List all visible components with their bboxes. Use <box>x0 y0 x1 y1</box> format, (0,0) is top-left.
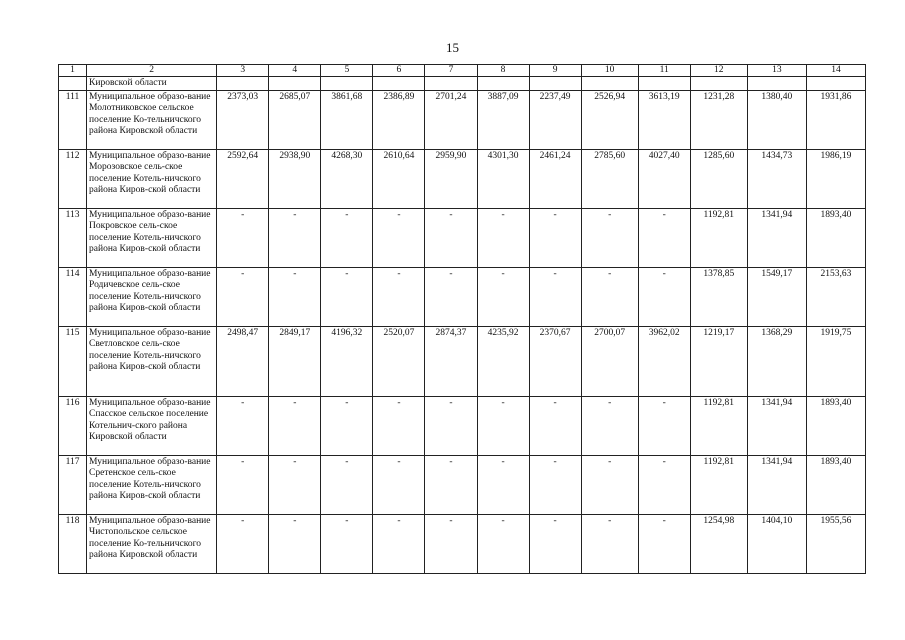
value-cell: - <box>529 456 581 515</box>
value-cell: 1192,81 <box>690 209 747 268</box>
value-cell: 2237,49 <box>529 91 581 150</box>
empty-cell <box>477 77 529 91</box>
value-cell: - <box>477 268 529 327</box>
empty-cell <box>269 77 321 91</box>
value-cell: 2849,17 <box>269 327 321 397</box>
value-cell: 1254,98 <box>690 515 747 574</box>
value-cell: 1986,19 <box>806 150 865 209</box>
value-cell: - <box>425 268 477 327</box>
municipality-name: Муниципальное образо-вание Молотниковское сельское поселение Ко-тельничского района Кировской области <box>87 91 217 150</box>
continuation-row <box>59 77 866 91</box>
municipality-name: Муниципальное образо-вание Морозовское сель-ское поселение Котель-ничского района Киров-ской области <box>87 150 217 209</box>
value-cell: 1231,28 <box>690 91 747 150</box>
value-cell: 2959,90 <box>425 150 477 209</box>
value-cell: - <box>321 397 373 456</box>
value-cell: 3962,02 <box>638 327 690 397</box>
value-cell: 2461,24 <box>529 150 581 209</box>
municipality-name: Муниципальное образо-вание Сретенское сель-ское поселение Котель-ничского района Киров-ской области <box>87 456 217 515</box>
value-cell: - <box>269 515 321 574</box>
empty-cell <box>581 77 638 91</box>
value-cell: 2498,47 <box>217 327 269 397</box>
value-cell: 3861,68 <box>321 91 373 150</box>
value-cell: 4301,30 <box>477 150 529 209</box>
value-cell: 1341,94 <box>747 397 806 456</box>
continuation-num-cell <box>59 77 87 91</box>
value-cell: - <box>269 456 321 515</box>
value-cell: - <box>638 515 690 574</box>
column-number-row <box>59 65 866 77</box>
value-cell: - <box>425 397 477 456</box>
value-cell: 2386,89 <box>373 91 425 150</box>
value-cell: 2938,90 <box>269 150 321 209</box>
value-cell: 2685,07 <box>269 91 321 150</box>
value-cell: - <box>581 268 638 327</box>
column-header: 6 <box>373 65 425 77</box>
row-number: 118 <box>59 515 87 574</box>
value-cell: 1549,17 <box>747 268 806 327</box>
value-cell: - <box>638 209 690 268</box>
empty-cell <box>373 77 425 91</box>
value-cell: 1192,81 <box>690 456 747 515</box>
column-header: 2 <box>87 65 217 77</box>
value-cell: 2785,60 <box>581 150 638 209</box>
value-cell: - <box>269 268 321 327</box>
value-cell: 1955,56 <box>806 515 865 574</box>
value-cell: 1341,94 <box>747 209 806 268</box>
value-cell: - <box>581 397 638 456</box>
value-cell: - <box>477 515 529 574</box>
value-cell: - <box>217 209 269 268</box>
value-cell: - <box>321 209 373 268</box>
value-cell: - <box>321 456 373 515</box>
table-row <box>59 268 866 327</box>
value-cell: - <box>529 268 581 327</box>
table-row <box>59 327 866 397</box>
value-cell: - <box>373 397 425 456</box>
column-header: 4 <box>269 65 321 77</box>
value-cell: - <box>638 397 690 456</box>
value-cell: - <box>477 397 529 456</box>
value-cell: 2526,94 <box>581 91 638 150</box>
column-header: 1 <box>59 65 87 77</box>
column-header: 8 <box>477 65 529 77</box>
value-cell: 1931,86 <box>806 91 865 150</box>
value-cell: - <box>373 209 425 268</box>
empty-cell <box>747 77 806 91</box>
municipality-name: Муниципальное образо-вание Родичевское сель-ское поселение Котель-ничского района Киров-ской области <box>87 268 217 327</box>
value-cell: 2370,67 <box>529 327 581 397</box>
value-cell: 2874,37 <box>425 327 477 397</box>
value-cell: - <box>581 456 638 515</box>
value-cell: 1919,75 <box>806 327 865 397</box>
table-row <box>59 150 866 209</box>
value-cell: - <box>529 515 581 574</box>
value-cell: 4027,40 <box>638 150 690 209</box>
column-header: 10 <box>581 65 638 77</box>
value-cell: 1285,60 <box>690 150 747 209</box>
value-cell: 2592,64 <box>217 150 269 209</box>
column-header: 9 <box>529 65 581 77</box>
table-row <box>59 209 866 268</box>
empty-cell <box>690 77 747 91</box>
value-cell: 2373,03 <box>217 91 269 150</box>
value-cell: 4196,32 <box>321 327 373 397</box>
value-cell: - <box>425 209 477 268</box>
value-cell: - <box>581 209 638 268</box>
table-row <box>59 91 866 150</box>
empty-cell <box>425 77 477 91</box>
value-cell: - <box>425 515 477 574</box>
value-cell: - <box>217 515 269 574</box>
page-number: 15 <box>446 40 459 55</box>
value-cell: - <box>638 456 690 515</box>
column-header: 5 <box>321 65 373 77</box>
value-cell: - <box>529 209 581 268</box>
value-cell: 4268,30 <box>321 150 373 209</box>
value-cell: - <box>217 268 269 327</box>
value-cell: 3613,19 <box>638 91 690 150</box>
row-number: 111 <box>59 91 87 150</box>
row-number: 114 <box>59 268 87 327</box>
value-cell: 2153,63 <box>806 268 865 327</box>
empty-cell <box>529 77 581 91</box>
value-cell: 1192,81 <box>690 397 747 456</box>
value-cell: - <box>581 515 638 574</box>
row-number: 116 <box>59 397 87 456</box>
row-number: 115 <box>59 327 87 397</box>
value-cell: - <box>529 397 581 456</box>
value-cell: 1341,94 <box>747 456 806 515</box>
municipality-name: Муниципальное образо-вание Спасское сельское поселение Котельнич-ского района Кировской области <box>87 397 217 456</box>
municipality-name: Муниципальное образо-вание Покровское сель-ское поселение Котель-ничского района Киров-ской области <box>87 209 217 268</box>
empty-cell <box>806 77 865 91</box>
column-header: 13 <box>747 65 806 77</box>
column-header: 14 <box>806 65 865 77</box>
value-cell: 1434,73 <box>747 150 806 209</box>
value-cell: 1893,40 <box>806 456 865 515</box>
value-cell: 1893,40 <box>806 209 865 268</box>
tariff-table <box>58 64 866 574</box>
value-cell: - <box>477 456 529 515</box>
row-number: 112 <box>59 150 87 209</box>
table-row <box>59 456 866 515</box>
municipality-name: Муниципальное образо-вание Светловское сель-ское поселение Котель-ничского района Киров-ской области <box>87 327 217 397</box>
column-header: 11 <box>638 65 690 77</box>
value-cell: 1219,17 <box>690 327 747 397</box>
column-header: 3 <box>217 65 269 77</box>
value-cell: 2701,24 <box>425 91 477 150</box>
table-row <box>59 397 866 456</box>
value-cell: 1378,85 <box>690 268 747 327</box>
empty-cell <box>321 77 373 91</box>
value-cell: 2520,07 <box>373 327 425 397</box>
empty-cell <box>217 77 269 91</box>
value-cell: - <box>269 397 321 456</box>
value-cell: 2610,64 <box>373 150 425 209</box>
municipality-name: Муниципальное образо-вание Чистопольское сельское поселение Ко-тельничского района Кировской области <box>87 515 217 574</box>
value-cell: - <box>321 515 373 574</box>
value-cell: - <box>373 515 425 574</box>
column-header: 12 <box>690 65 747 77</box>
continuation-text: Кировской области <box>87 77 217 91</box>
value-cell: - <box>373 456 425 515</box>
row-number: 117 <box>59 456 87 515</box>
value-cell: 1368,29 <box>747 327 806 397</box>
value-cell: - <box>321 268 373 327</box>
column-header: 7 <box>425 65 477 77</box>
table-body <box>59 65 866 574</box>
value-cell: - <box>425 456 477 515</box>
value-cell: - <box>269 209 321 268</box>
value-cell: 2700,07 <box>581 327 638 397</box>
value-cell: - <box>217 397 269 456</box>
value-cell: - <box>638 268 690 327</box>
value-cell: 1380,40 <box>747 91 806 150</box>
value-cell: - <box>477 209 529 268</box>
value-cell: - <box>217 456 269 515</box>
value-cell: - <box>373 268 425 327</box>
value-cell: 1404,10 <box>747 515 806 574</box>
row-number: 113 <box>59 209 87 268</box>
empty-cell <box>638 77 690 91</box>
value-cell: 3887,09 <box>477 91 529 150</box>
value-cell: 1893,40 <box>806 397 865 456</box>
table-row <box>59 515 866 574</box>
value-cell: 4235,92 <box>477 327 529 397</box>
